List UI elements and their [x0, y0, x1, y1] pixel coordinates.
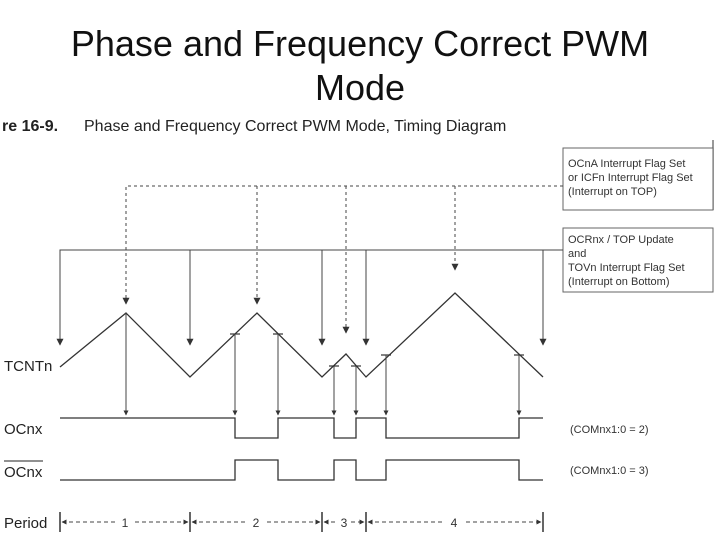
period-ticks	[60, 512, 543, 532]
ocnx-waveform	[60, 418, 543, 438]
legend-bottom-line-2: and	[568, 248, 587, 260]
ocnx-label: OCnx	[4, 421, 43, 438]
legend-bottom-line-3: TOVn Interrupt Flag Set	[568, 262, 685, 274]
figure-caption: Phase and Frequency Correct PWM Mode, Timing Diagram	[84, 118, 507, 135]
top-flag-dashed-lines	[126, 186, 563, 333]
period-label: Period	[4, 515, 48, 532]
period-number-4: 4	[450, 516, 458, 530]
bottom-flag-lines	[60, 250, 563, 345]
ocnx-inverted-label: OCnx	[4, 464, 43, 481]
ocnx-inverted-waveform	[60, 460, 543, 480]
legend-bottom-line-1: OCRnx / TOP Update	[568, 234, 674, 246]
slide-title-line-2: Mode	[314, 67, 406, 108]
tcnt-waveform	[60, 293, 543, 377]
period-number-3: 3	[340, 516, 348, 530]
tcnt-label: TCNTn	[4, 358, 53, 375]
period-number-2: 2	[252, 516, 260, 530]
legend-bottom-line-4: (Interrupt on Bottom)	[568, 276, 670, 288]
top-flag-arrow-1	[126, 186, 563, 304]
legend-top-line-3: (Interrupt on TOP)	[568, 186, 657, 198]
slide-title-line-1: Phase and Frequency Correct PWM	[70, 23, 650, 64]
mode-note-com2: (COMnx1:0 = 2)	[570, 424, 649, 436]
legend-top-line-1: OCnA Interrupt Flag Set	[568, 158, 686, 170]
legend-top-line-2: or ICFn Interrupt Flag Set	[568, 172, 693, 184]
period-number-1: 1	[121, 516, 129, 530]
compare-match-markers	[230, 334, 524, 366]
mode-note-com3: (COMnx1:0 = 3)	[570, 465, 649, 477]
figure-number: re 16-9.	[2, 118, 59, 135]
bottom-flag-arrow-1	[60, 250, 563, 345]
